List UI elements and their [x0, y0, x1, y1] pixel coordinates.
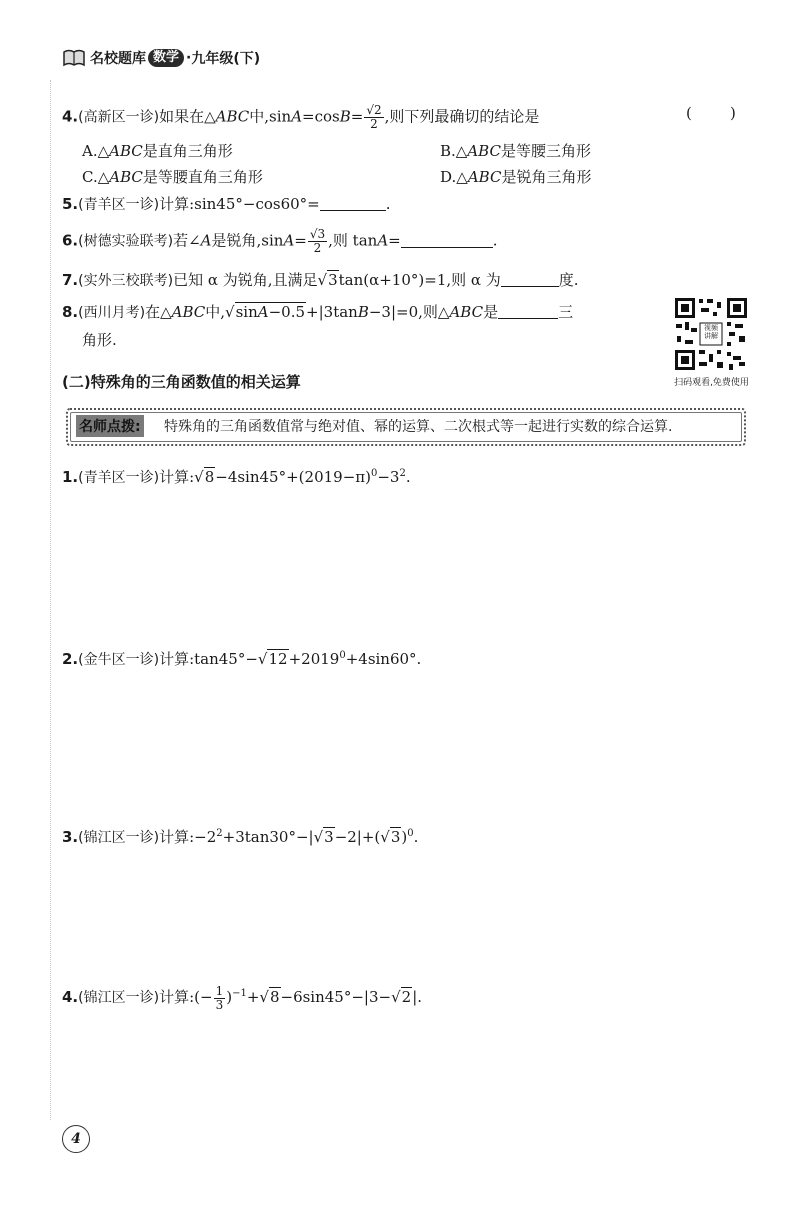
exponent: 2 — [399, 468, 406, 479]
question-source: (金牛区一诊) — [78, 652, 160, 668]
option-d — [440, 166, 591, 187]
text: −3|=0,则△ — [368, 303, 450, 321]
text: 是 — [483, 303, 499, 321]
text: 计算:sin45°−cos60°= — [159, 195, 320, 213]
var: ABC — [467, 168, 502, 186]
header-separator: · — [186, 50, 192, 66]
text: 计算:(− — [159, 988, 213, 1006]
book-icon — [62, 48, 86, 68]
exponent: −1 — [232, 988, 247, 999]
var: ABC — [467, 142, 501, 160]
brand-name: 名校题库 — [90, 51, 146, 67]
numerator: 1 — [215, 983, 224, 998]
question-source: (锦江区一诊) — [78, 990, 160, 1006]
question-number: 7. — [62, 271, 79, 289]
text: 度. — [558, 271, 579, 289]
denominator: 2 — [313, 241, 322, 255]
text: ,则下列最确切的结论是 — [384, 107, 540, 126]
radicand: 3 — [324, 828, 334, 846]
text: −0.5 — [268, 303, 306, 321]
calc-question-1 — [62, 462, 411, 490]
text: +2019 — [288, 650, 340, 668]
question-number: 3. — [62, 828, 79, 846]
question-number: 2. — [62, 650, 79, 668]
var: ABC — [109, 142, 143, 160]
text: 三 — [558, 303, 574, 321]
text: 若∠ — [173, 231, 201, 250]
option-label: B. — [440, 142, 456, 160]
option-text: 是直角三角形 — [142, 142, 233, 160]
option-label: C. — [82, 168, 98, 186]
radical: √2 — [391, 988, 412, 1006]
option-text: 是锐角三角形 — [501, 168, 592, 186]
question-number: 6. — [62, 231, 79, 250]
text: △ — [456, 168, 468, 186]
denominator: 3 — [215, 997, 224, 1012]
radicand: 3 — [390, 828, 401, 846]
text: 计算: — [159, 468, 195, 486]
question-7 — [62, 268, 579, 293]
answer-blank[interactable] — [401, 231, 493, 248]
text: = — [388, 231, 401, 250]
answer-paren: ( ) — [686, 104, 736, 122]
text: △ — [455, 142, 468, 160]
question-source: (青羊区一诊) — [78, 197, 160, 213]
text: ,则 tan — [328, 231, 378, 250]
option-text: 是等腰三角形 — [500, 142, 591, 160]
tip-label: 名师点拨: — [76, 415, 144, 437]
text: +3tan30°−| — [222, 828, 314, 846]
question-source: (西川月考) — [78, 305, 146, 321]
denominator: 2 — [370, 117, 378, 131]
page-header — [62, 48, 260, 68]
exponent: 0 — [370, 468, 378, 479]
numerator: √2 — [366, 103, 382, 117]
option-label: D. — [440, 168, 457, 186]
text: −2|+( — [334, 828, 381, 846]
text: 计算:−2 — [159, 828, 217, 846]
var: ABC — [215, 107, 250, 126]
question-source: (高新区一诊) — [78, 109, 160, 126]
var: ABC — [171, 303, 206, 321]
qr-center-label: 视频讲解 — [704, 324, 718, 340]
question-number: 4. — [62, 988, 79, 1006]
radical: √12 — [257, 650, 288, 668]
question-number: 8. — [62, 303, 79, 321]
margin-guide — [50, 80, 51, 1120]
radical: √sinA−0.5 — [225, 303, 306, 321]
exponent: 0 — [407, 828, 414, 839]
option-c — [82, 166, 263, 187]
answer-blank[interactable] — [498, 302, 558, 319]
text: +|3tan — [306, 303, 358, 321]
radical: √3 — [313, 828, 334, 846]
text: 已知 α 为锐角,且满足 — [173, 271, 318, 289]
radical: √3 — [317, 271, 338, 289]
radicand: 3 — [328, 271, 338, 289]
calc-question-2 — [62, 644, 421, 672]
text: + — [246, 988, 260, 1006]
var: ABC — [109, 168, 143, 186]
var: A — [257, 303, 269, 321]
text: △ — [97, 168, 110, 186]
grade-label: 九年级(下) — [191, 51, 261, 67]
question-number: 5. — [62, 195, 79, 213]
text: ) — [226, 988, 233, 1006]
qr-caption: 扫码观看,免费使用 — [674, 378, 749, 388]
text: . — [405, 468, 411, 486]
question-5 — [62, 192, 391, 217]
text: −6sin45°−|3− — [280, 988, 392, 1006]
text: 中,sin — [249, 107, 292, 126]
text: −4sin45°+(2019−π) — [215, 468, 371, 486]
text: 如果在△ — [159, 107, 216, 126]
var: A — [283, 231, 295, 250]
text: 在△ — [145, 303, 172, 321]
text: tan(α+10°)=1,则 α 为 — [338, 271, 501, 289]
answer-blank[interactable] — [320, 194, 386, 211]
radicand: 8 — [204, 468, 215, 486]
option-label: A. — [82, 142, 98, 160]
answer-blank[interactable] — [501, 270, 559, 287]
subject-badge: 数学 — [148, 49, 184, 67]
var: B — [339, 107, 351, 126]
exponent: 0 — [339, 650, 346, 661]
text: = — [350, 107, 364, 126]
fraction — [364, 104, 383, 131]
exponent: 2 — [216, 828, 223, 839]
calc-question-4 — [62, 982, 422, 1012]
text: 是锐角,sin — [211, 231, 284, 250]
text: sin — [235, 303, 258, 321]
option-a — [82, 140, 233, 161]
fraction — [214, 985, 226, 1012]
radicand: 8 — [269, 988, 280, 1006]
text: . — [385, 195, 391, 213]
question-number: 4. — [62, 107, 79, 126]
radical: √8 — [194, 468, 215, 486]
text: . — [492, 231, 498, 250]
question-source: (青羊区一诊) — [78, 470, 160, 486]
text: 中, — [205, 303, 226, 321]
fraction — [308, 228, 327, 255]
text: −3 — [377, 468, 400, 486]
text: +4sin60°. — [345, 650, 422, 668]
question-4 — [62, 104, 539, 131]
tip-text: 特殊角的三角函数值常与绝对值、幂的运算、二次根式等一起进行实数的综合运算. — [164, 419, 673, 435]
question-source: (锦江区一诊) — [78, 830, 160, 846]
radical: √8 — [259, 988, 280, 1006]
numerator: √3 — [309, 227, 326, 241]
var: A — [200, 231, 212, 250]
calc-question-3 — [62, 822, 418, 850]
question-6 — [62, 228, 498, 255]
var: ABC — [449, 303, 484, 321]
question-source: (树德实验联考) — [78, 233, 174, 250]
radicand — [235, 302, 306, 321]
text: . — [413, 828, 419, 846]
text: = — [294, 231, 307, 250]
question-8-line2: 角形. — [82, 331, 117, 349]
text: 计算:tan45°− — [159, 650, 258, 668]
text: |. — [412, 988, 423, 1006]
question-8 — [62, 300, 573, 325]
var: B — [357, 303, 369, 321]
section-title: (二)特殊角的三角函数值的相关运算 — [62, 373, 301, 391]
var: A — [291, 107, 303, 126]
page-number: 4 — [62, 1125, 90, 1153]
text: =cos — [302, 107, 340, 126]
option-b — [440, 140, 591, 161]
question-source: (实外三校联考) — [78, 273, 174, 289]
text: ) — [401, 828, 408, 846]
question-number: 1. — [62, 468, 79, 486]
var: A — [377, 231, 389, 250]
radical: √3 — [380, 828, 401, 846]
radicand: 2 — [401, 988, 412, 1006]
text: △ — [97, 142, 110, 160]
option-text: 是等腰直角三角形 — [142, 168, 263, 186]
radicand: 12 — [268, 650, 288, 668]
